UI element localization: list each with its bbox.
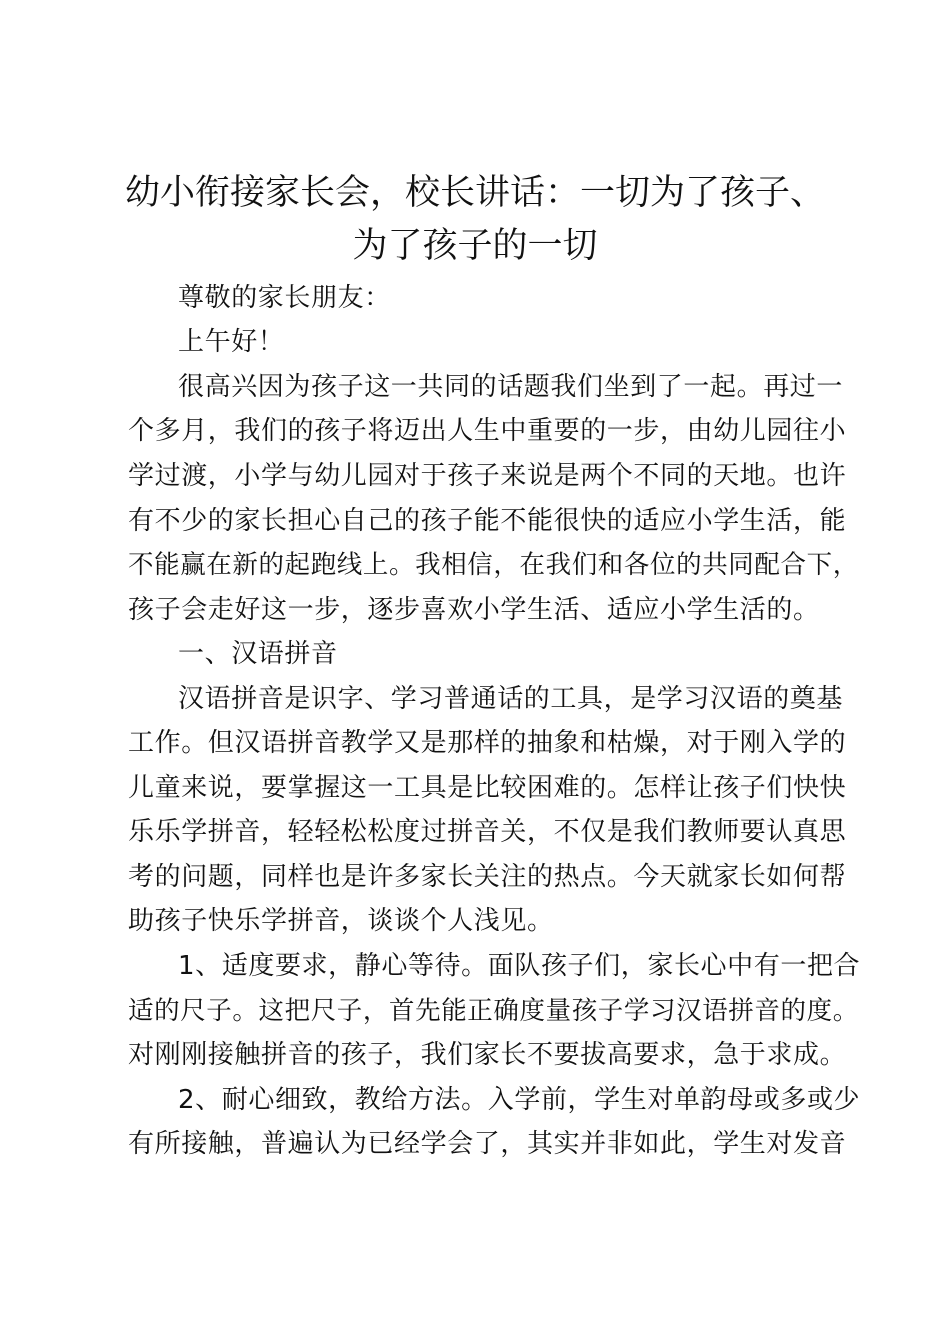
body-line: 乐乐学拼音，轻轻松松度过拼音关，不仅是我们教师要认真思 bbox=[128, 817, 847, 847]
body-line: 学过渡，小学与幼儿园对于孩子来说是两个不同的天地。也许 bbox=[128, 461, 847, 491]
body-line: 个多月，我们的孩子将迈出人生中重要的一步，由幼儿园往小 bbox=[128, 416, 847, 446]
body-line: 2、耐心细致，教给方法。入学前，学生对单韵母或多或少 bbox=[178, 1085, 861, 1115]
body-line: 适的尺子。这把尺子，首先能正确度量孩子学习汉语拼音的度。 bbox=[128, 996, 859, 1026]
section-heading: 一、汉语拼音 bbox=[178, 639, 338, 669]
body-line: 有不少的家长担心自己的孩子能不能很快的适应小学生活，能 bbox=[128, 506, 847, 536]
body-line: 助孩子快乐学拼音，谈谈个人浅见。 bbox=[128, 906, 554, 936]
body-line: 孩子会走好这一步，逐步喜欢小学生活、适应小学生活的。 bbox=[128, 595, 820, 625]
greeting-line: 上午好！ bbox=[178, 327, 285, 357]
body-line: 有所接触，普遍认为已经学会了，其实并非如此，学生对发音 bbox=[128, 1129, 847, 1159]
body-line: 考的问题，同样也是许多家长关注的热点。今天就家长如何帮 bbox=[128, 862, 847, 892]
document-title-line-2: 为了孩子的一切 bbox=[352, 226, 598, 266]
body-line: 1、适度要求，静心等待。面队孩子们，家长心中有一把合 bbox=[178, 951, 861, 981]
body-line: 儿童来说，要掌握这一工具是比较困难的。怎样让孩子们快快 bbox=[128, 773, 847, 803]
body-line: 对刚刚接触拼音的孩子，我们家长不要拔高要求，急于求成。 bbox=[128, 1040, 847, 1070]
body-line: 汉语拼音是识字、学习普通话的工具，是学习汉语的奠基 bbox=[178, 684, 844, 714]
document-title-line-1: 幼小衔接家长会，校长讲话：一切为了孩子、 bbox=[124, 173, 825, 213]
body-line: 工作。但汉语拼音教学又是那样的抽象和枯燥，对于刚入学的 bbox=[128, 728, 847, 758]
body-line: 不能赢在新的起跑线上。我相信，在我们和各位的共同配合下， bbox=[128, 550, 859, 580]
salutation-line: 尊敬的家长朋友： bbox=[178, 283, 391, 313]
body-line: 很高兴因为孩子这一共同的话题我们坐到了一起。再过一 bbox=[178, 372, 844, 402]
